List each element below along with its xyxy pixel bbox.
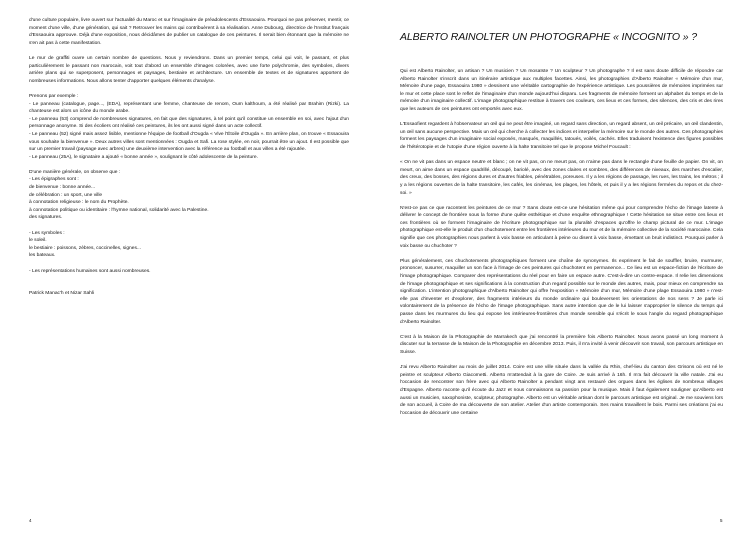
page-number: 4 <box>29 518 32 523</box>
symbol-item: les bateaux. <box>29 253 56 259</box>
epigraph-item: à connotation religieuse : le nom du Prophète. <box>29 200 129 206</box>
symbols-heading: - Les symboles : <box>29 230 65 236</box>
observations-heading: D'une manière générale, on observe que : <box>29 169 121 175</box>
epigraph-item: à connotation politique ou identitaire : l'hymne national, solidarité avec la Palestine. <box>29 207 209 213</box>
paragraph: Le mur de graffiti ouvre un certain nombre de questions. Nous y reviendrons. Dans un premier temps, celui qui voit, le passant, et plus particulièrement le passant non marocain, voit tout d'abord un ensemble d'images colorées, avec une forte polychromie, des symboles, divers arrière plans qui se superposent, personnages et paysages, bestiaire et architecture. Un ensemble de textes et de signatures apportent de nombreuses informations. Nous allons tenter d'apporter quelques éléments d'analyse. <box>29 55 349 84</box>
epigraphs-heading: - Les épigraphes sont : <box>29 177 79 183</box>
paragraph: L'Essaofient regardent à l'observateur un œil qui ne peut être imaginé, un regard sans direction, un regard absent, un œil précaire, un œil clandestin, un œil sans aucune perspective. Mais un œil qui cherche à collecter les indices et interpeller la mémoire sur le monde des autres. Ces photographies forment les paysages d'un imaginaire social exposés, masqués, maquillés, tatoués, voilés, cachés. Elles traduisent l'existence des figures possibles de l'hétérotopie et de l'utopie d'une région ouverte à la halte transitoire tel que le propose Michel Foucault : <box>400 122 723 150</box>
example-item: - Le panneau (catalogue, page..., (EDA), représentant une femme, chanteuse de renom, Oum kalthoum, a été réalisé par Brahim (Rizki). La chanteuse est alors un icône du monde arabe. <box>29 101 349 115</box>
page-number: 5 <box>720 518 723 523</box>
paragraph: J'ai revu Alberto Rainolter au mois de juillet 2014. Coire est une ville située dans la vallée du Rhin, chef-lieu du canton des Grisons où est né le peintre et sculpteur Alberto Giacometti. Alberto m'attendait à la gare de Coire. Je suis arrivé à 16h. Il m'a fait découvrir la ville natale. J'ai eu l'occasion de rencontrer son frère avec qui Alberto Rainolter a pendant vingt ans restauré des orgues dans les églises de nombreux villages d'Espagne. Alberto raconte qu'il écoute du Jazz et nous connaissons sa passion pour la musique. Mais il faut également souligner qu'Alberto est aussi un musicien, saxophoniste, sculpteur, photographe. Alberto est un véritable artisan dont le parcours artistique est original. Je me souviens lors de son accueil, à Coire de ma découverte de son atelier. Atelier d'un artiste contemporain. Ses mains travaillent le bois. Parmi ses créations j'ai eu l'occasion de découvrir une certaine <box>400 365 723 416</box>
symbol-item: le soleil. <box>29 238 47 244</box>
human-representations-note: - Les représentations humaines sont aussi nombreuses. <box>29 268 151 274</box>
example-item: - Le panneau (52) signé mais assez lisible, mentionne l'équipe de football d'Ougda « Vive l'Étoile d'Ougda ». En arrière plan, on trouve « Essaouira vous souhaite la bienvenue ». Deux autres villes sont mentionnées : Ougda et Safi. La rose stylée, en noir, pourrait être un ajout. Il est possible que sur un premier travail (paysage avec arbres) une deuxième intervention avec la référence au football et aux villes a été rajoutée. <box>29 131 349 153</box>
article-title: ALBERTO RAINOLTER UN PHOTOGRAPHE « INCOGNITO » ? <box>400 31 698 43</box>
left-page-body <box>29 17 349 298</box>
paragraph: N'est-ce pas ce que racontent les peintures de ce mur ? Sans doute est-ce une hésitation même qui pour comprendre l'écho de l'image latente à délivrer le concept de frontière sous la forme d'une quête esthétique et d'une enquête ethnographique ! Cette hésitation se situe entre ces lieux et ces frontières où se forment l'imaginaire de l'écriture photographique sur la pluralité d'espaces qu'offre le champ pictural de ce mur. L'image photographique est-elle le produit d'un chuchotement entre les frontières intérieures du mur et de la mémoire collective de la société marocaine. Cela signifie que ces photographies nous parlent à voix basse en articulant à peine ou disent à voix basse, émettant un bruit indistinct. Pourquoi parler à voix basse ou chuchoter ? <box>400 205 723 249</box>
right-page <box>375 0 750 537</box>
author-signature: Patrick Manac'h et Nizar Sahli <box>29 291 95 297</box>
paragraph: Plus généralement, ces chuchotements photographiques forment une chaîne de synonymes. Ils expriment le fait de souffler, bruire, murmurer, prononcer, susurrer, maquiller un son face à l'image de ces peintures qui chuchotent en permanence... Ce lieu est un espace-fiction de l'écriture de l'image photographique. Comparer des représentations du réel pour en faire un espace autre. C'est-à-dire un contre-espace. Il relie les dimensions de l'image photographique et ses significations à la construction d'un regard possible sur le monde des autres, mais, pour mieux en comprendre sa signification. L'intention photographique d'Alberto Rainolter qui offre l'exposition « Mémoire d'un mur, Mémoire d'une plage Essaouira 1980 » n'est-elle pas d'inventer et d'explorer, des fragments intérieurs du monde ordinaire qui bouleversent les orientations de nos sens ? Je parle ici volontairement de la présence de l'écho de l'image photographique. Sans autre intention que de le lui laisser s'approprier le silence du temps qui passe dans les murmures du lieu qui expose les intérieures-frontières d'un monde sensible qui s'écrit le sous l'angle du regard photographique d'Alberto Rainolter. <box>400 258 723 325</box>
example-item: - Le panneau (53) comprend de nombreuses signatures, en fait que des signatures, à tel point qu'il constitue un ensemble en soi, avec l'ajout d'un personnage anonyme. Si des écoliers ont réalisé ces peintures, ils les ont aussi signé dans un acte collectif. <box>29 116 349 130</box>
paragraph: d'une culture populaire, livre ouvert sur l'actualité du Maroc et sur l'imaginaire de préadolescents d'Essaouira. Pourquoi ne pas préserver, mentir, ce moment d'une ville, d'une génération, qui sait ? Retrouver les mains qui contribuèrent à sa réalisation. Anne Dubourg, directrice de l'Institut français d'Essaouira approuve. Déjà d'une exposition, nous décidâmes de publier un catalogue de ces peintures. Il serait bien étonnant que la mémoire ne s'en ait pas à cette manifestation. <box>29 18 349 46</box>
examples-heading: Prenons par exemple : <box>29 93 79 99</box>
symbol-item: le bestiaire : poissons, zèbres, coccinelles, signes... <box>29 245 141 251</box>
right-page-body <box>400 68 723 425</box>
paragraph: Qui est Alberto Rainolter, un artisan ? Un musicien ? Un mosaïste ? Un sculpteur ? Un photographe ? Il est sans doute difficile de répondre car Alberto Rainolter s'inscrit dans un itinéraire artistique aux multiples facettes. Ainsi, les photographies d'Alberto Rainolter « Mémoire d'un mur, Mémoire d'une page, Essaouira 1980 » dessinent une véritable cartographie de l'expérience artistique. Les poussières de mémoires imprimées sur le mur et cette place sont le reflet de l'imaginaire d'un monde aujourd'hui disparu. Les fragments de mémoire forment un alphabet du temps et de la mémoire d'un imaginaire collectif. L'image photographique restitue à travers ces couleurs, ces lieux et ces formes, des silences, des cris et des rires que les auteurs de ces peintures ont emportés avec eux. <box>400 69 723 112</box>
epigraph-item: de bienvenue : bonne année... <box>29 185 96 191</box>
quote-paragraph: « On ne vit pas dans un espace neutre et blanc ; on ne vit pas, on ne meurt pas, on n'aime pas dans le rectangle d'une feuille de papier. On vit, on meurt, on aime dans un espace quadrillé, découpé, bariolé, avec des zones claires et sombres, des différences de niveaux, des marches d'escalier, des creux, des bosses, des régions dures et d'autres friables, pénétrables, poreuses. Il y a les régions de passage, les rues, les trains, les métros ; il y a les régions ouvertes de la halte transitoire, les cafés, les cinémas, les plages, les hôtels, et puis il y a les régions fermées du repos et du chez-soi. » <box>400 160 723 196</box>
epigraph-item: des signatures. <box>29 215 63 221</box>
example-item: - Le panneau (25A), le signataire a ajouté « bonne année », soulignant le côté adolescente de la peinture. <box>29 154 258 160</box>
paragraph: C'est à la Maison de la Photographie de Marrakech que j'ai rencontré la première fois Alberto Rainolter. Nous avons passé un long moment à discuter sur la terrasse de la Maison de la Photographie en décembre 2013. Puis, il m'a invité à venir découvrir son travail, son parcours artistique en Suisse. <box>400 334 723 355</box>
epigraph-item: de célébration : un sport, une ville <box>29 192 103 198</box>
